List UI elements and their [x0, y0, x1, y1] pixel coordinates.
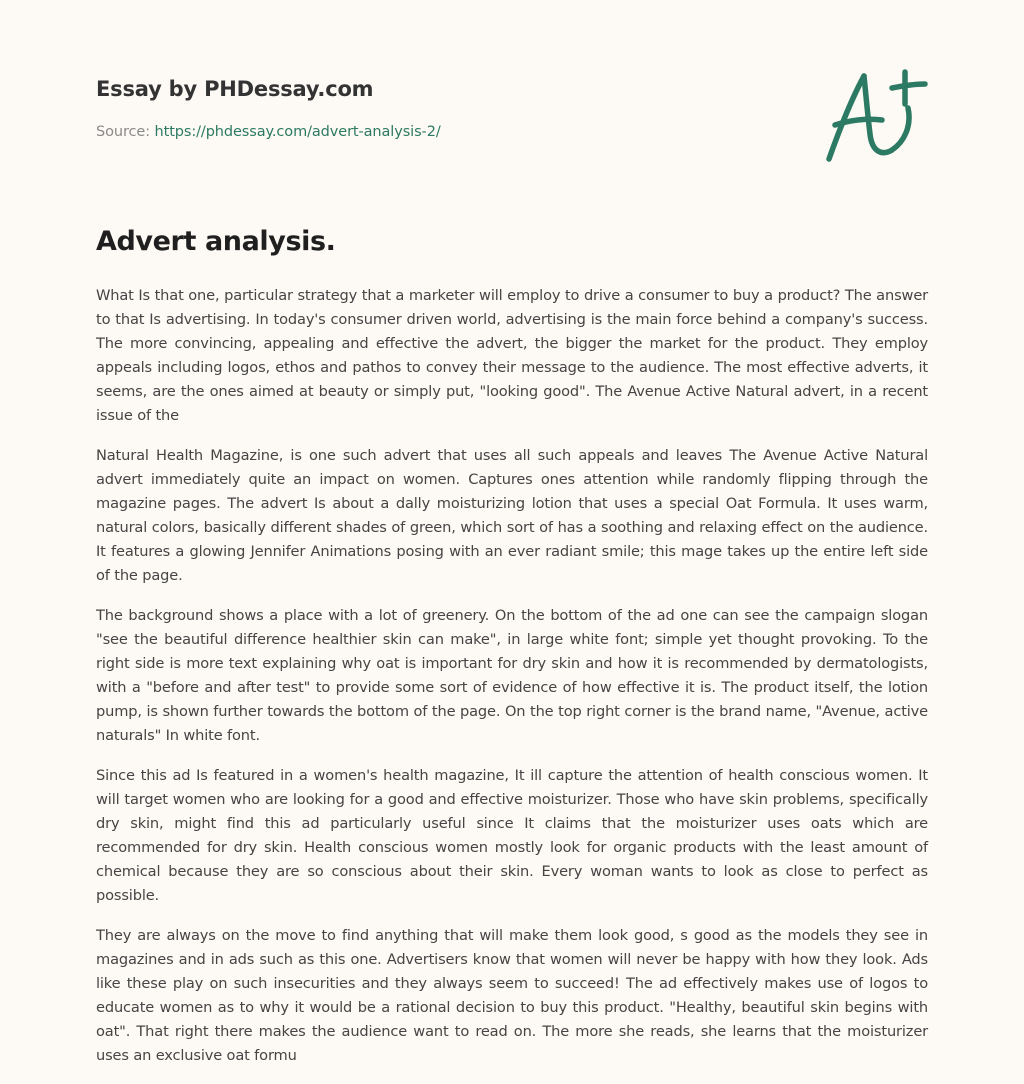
article-paragraph: Since this ad Is featured in a women's health magazine, It ill capture the attention of health conscious women. It will target women who are looking for a good and effective moisturizer. Those who have skin problems, specifically dry skin, might find this ad particularly useful since It claims that the moisturizer uses oats which are recommended for dry skin. Health conscious women mostly look for organic products with the least amount of chemical because they are so conscious about their skin. Every woman wants to look as close to perfect as possible.	[96, 767, 928, 904]
article-paragraph: The background shows a place with a lot of greenery. On the bottom of the ad one can see the campaign slogan "see the beautiful difference healthier skin can make", in large white font; simple yet thought provoking. To the right side is more text explaining why oat is important for dry skin and how it is recommended by dermatologists, with a "before and after test" to provide some sort of evidence of how effective it is. The product itself, the lotion pump, is shown further towards the bottom of the page. On the top right corner is the brand name, "Avenue, active naturals" In white font.	[96, 607, 928, 744]
article-paragraph: What Is that one, particular strategy that a marketer will employ to drive a consumer to buy a product? The answer to that Is advertising. In today's consumer driven world, advertising is the main force behind a company's success. The more convincing, appealing and effective the advert, the bigger the market for the product. They employ appeals including logos, ethos and pathos to convey their message to the audience. The most effective adverts, it seems, are the ones aimed at beauty or simply put, "looking good". The Avenue Active Natural advert, in a recent issue of the	[96, 287, 928, 424]
article-paragraph: Natural Health Magazine, is one such advert that uses all such appeals and leaves The Avenue Active Natural advert immediately quite an impact on women. Captures ones attention while randomly flipping through the magazine pages. The advert Is about a dally moisturizing lotion that uses a special Oat Formula. It uses warm, natural colors, basically different shades of green, which sort of has a soothing and relaxing effect on the audience. It features a glowing Jennifer Animations posing with an ever radiant smile; this mage takes up the entire left side of the page.	[96, 447, 928, 584]
article-body	[96, 284, 928, 1084]
brand-title: Essay by PHDessay.com	[96, 77, 374, 101]
article-paragraph: They are always on the move to find anything that will make them look good, s good as the models they see in magazines and in ads such as this one. Advertisers know that women will never be happy with how they look. Ads like these play on such insecurities and they always seem to succeed! The ad effectively makes use of logos to educate women as to why it would be a rational decision to buy this product. "Healthy, beautiful skin begins with oat". That right there makes the audience want to read on. The more she reads, she learns that the moisturizer uses an exclusive oat formu	[96, 927, 928, 1064]
page-header	[96, 74, 928, 142]
source-line	[96, 122, 928, 142]
article-title: Advert analysis.	[96, 226, 336, 257]
a-plus-grade-icon	[822, 66, 932, 166]
source-label: Source:	[96, 124, 150, 140]
source-link[interactable]: https://phdessay.com/advert-analysis-2/	[154, 124, 441, 140]
